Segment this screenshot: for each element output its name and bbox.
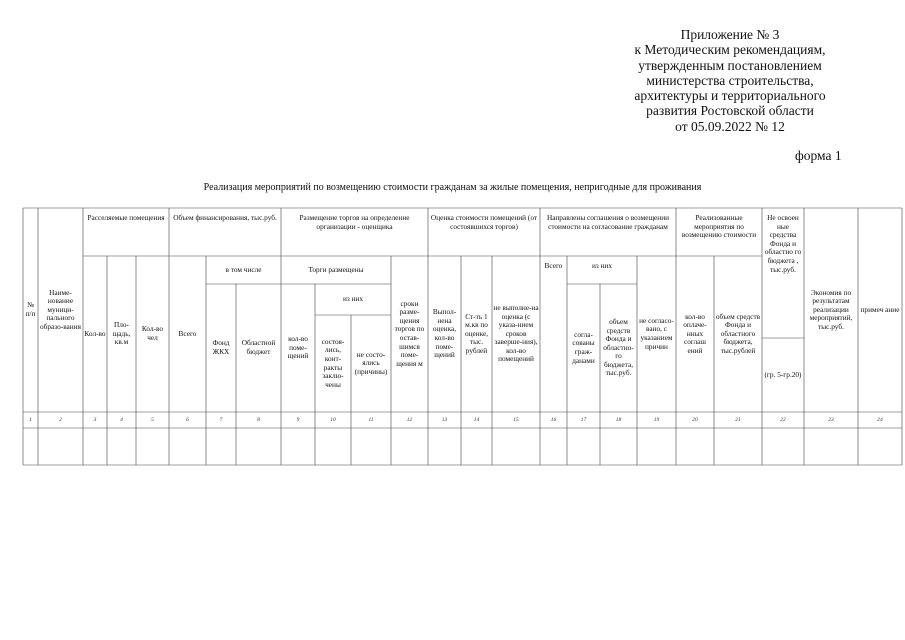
header-agreements: Направлены соглашения о возмещении стоимости на согласование гражданам — [546, 214, 670, 231]
column-number: 3 — [93, 416, 97, 423]
header-num: № п/п — [25, 300, 36, 318]
header-deadlines: сроки разме-щения торгов по остав-шимся поме-щения м — [394, 298, 425, 368]
column-number: 19 — [653, 416, 660, 423]
approval-line: к Методическим рекомендациям, — [634, 42, 826, 58]
column-number: 14 — [473, 416, 480, 423]
header-agreements-of-them: из них — [591, 262, 613, 270]
document-title: Реализация мероприятий по возмещению стоимости гражданам за жилые помещения, непригодные для проживания — [203, 182, 702, 193]
header-tenders: Размещение торгов на определение организации - оценщика — [299, 214, 410, 231]
column-number: 6 — [186, 416, 189, 423]
header-regional-budget: Областной бюджет — [241, 338, 276, 356]
approval-line: утвержденным постановлением — [638, 57, 822, 73]
column-number: 13 — [441, 416, 448, 423]
column-number: 15 — [513, 416, 519, 423]
header-implemented: Реализованные мероприятия по возмещению стоимости — [681, 214, 757, 240]
header-valuations-done: Выпол-нена оценка, кол-во поме-щений — [432, 307, 457, 360]
approval-line: развития Ростовской области — [646, 103, 814, 119]
header-unused-formula: (гр. 5-гр.20) — [764, 369, 802, 379]
column-number: 11 — [368, 416, 374, 423]
column-number: 12 — [406, 416, 413, 423]
column-number: 17 — [580, 416, 587, 423]
header-note: примеч ание — [860, 304, 900, 314]
approval-line: Приложение № 3 — [680, 27, 780, 42]
column-number: 21 — [735, 416, 741, 423]
header-fund-volume: объем средств Фонда и областно-го бюджета, тыс.руб. — [603, 316, 634, 378]
approval-line: архитектуры и территориального — [634, 88, 826, 104]
header-financing: Объем финансирования, тыс.руб. — [173, 214, 277, 222]
header-fund-zhkh: Фонд ЖКХ — [212, 338, 230, 356]
column-number: 18 — [615, 416, 622, 423]
header-resettled: Расселяемые помещения — [87, 214, 165, 222]
column-number: 23 — [828, 416, 834, 423]
header-unused: Не освоен ные средства Фонда и областно го бюджета , тыс.руб. — [764, 214, 802, 274]
header-financing-total: Всего — [178, 328, 197, 338]
header-count: Кол-во — [84, 328, 106, 338]
approval-line: министерства строительства, — [646, 72, 814, 88]
column-number: 4 — [120, 416, 123, 423]
header-not-agreed: не согласо-вано, с указанием причин — [639, 315, 674, 351]
header-paid-count: кол-во оплаче-нных соглаш ений — [683, 311, 707, 355]
header-area: Пло-щадь, кв.м — [112, 320, 131, 347]
column-number: 1 — [29, 416, 32, 423]
approval-line: от 05.09.2022 № 12 — [675, 118, 785, 134]
column-number: 10 — [330, 416, 336, 423]
form-label: форма 1 — [795, 148, 842, 163]
column-number: 16 — [550, 416, 557, 423]
header-including: в том числе — [225, 264, 262, 274]
column-number: 22 — [780, 416, 786, 423]
header-tenders-placed: Торги размещены — [308, 264, 364, 274]
header-valuation: Оценка стоимости помещений (от состоявшихся торгов) — [430, 214, 538, 231]
column-number: 8 — [257, 416, 260, 423]
header-of-them: из них — [342, 294, 364, 304]
column-number: 20 — [692, 416, 698, 423]
header-not-done: не выполне-на оценка (с указа-нием сроков заверше-ния), кол-во помещений — [493, 302, 539, 364]
header-savings: Экономия по результатам реализации мероприятий, тыс.руб. — [809, 287, 853, 331]
header-cost-per-meter: Ст-ть 1 м.кв по оценке, тыс. рублей — [464, 311, 489, 355]
header-municipality: Наиме-нование муници-пального образо-вания — [40, 287, 81, 331]
header-agreements-total: Всего — [544, 262, 563, 270]
column-number: 5 — [151, 416, 154, 423]
header-concluded: состоя-лись, конт-ракты заклю-чены — [321, 336, 345, 389]
column-number: 9 — [296, 416, 300, 423]
column-number: 7 — [219, 416, 223, 423]
column-number: 2 — [59, 416, 62, 423]
column-number: 24 — [877, 416, 883, 423]
header-paid-volume: объем средств Фонда и областного бюджета, тыс.рублей — [715, 311, 761, 355]
header-premises-count: кол-во поме-щений — [287, 334, 309, 361]
header-people: Кол-во чел — [141, 324, 164, 342]
header-not-concluded: не состо-ялись (причины) — [354, 349, 388, 376]
header-agreed: согла-сованы граж-данами — [572, 329, 595, 365]
